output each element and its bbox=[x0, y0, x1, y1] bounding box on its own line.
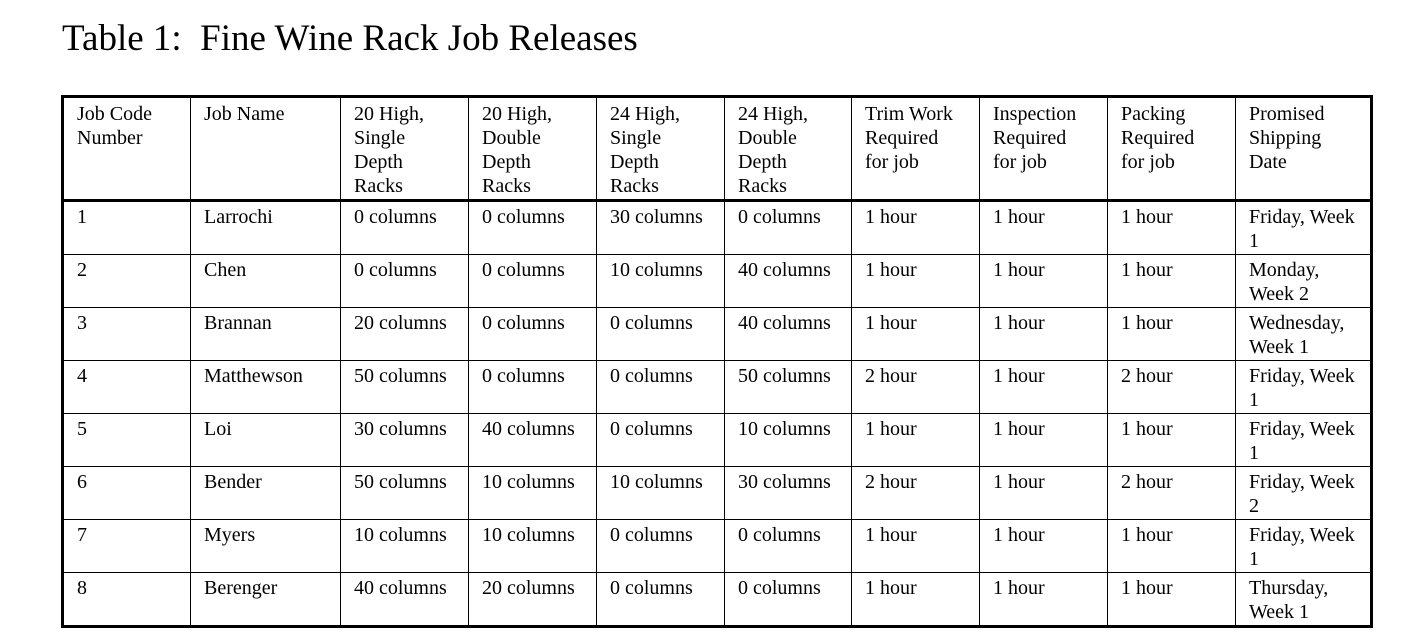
cell-promised-shipping-date: Friday, Week 1 bbox=[1236, 414, 1372, 467]
cell-job-code-number: 1 bbox=[63, 201, 191, 255]
cell-job-name: Bender bbox=[191, 467, 341, 520]
cell-24-high-double-depth-racks: 40 columns bbox=[725, 308, 852, 361]
cell-job-name: Brannan bbox=[191, 308, 341, 361]
cell-packing-required: 2 hour bbox=[1108, 467, 1236, 520]
cell-20-high-single-depth-racks: 0 columns bbox=[341, 201, 469, 255]
cell-promised-shipping-date: Friday, Week 1 bbox=[1236, 361, 1372, 414]
cell-packing-required: 2 hour bbox=[1108, 361, 1236, 414]
table-row bbox=[63, 361, 1372, 414]
cell-inspection-required: 1 hour bbox=[980, 520, 1108, 573]
column-header-packing-required: Packing Required for job bbox=[1108, 97, 1236, 201]
cell-inspection-required: 1 hour bbox=[980, 308, 1108, 361]
cell-packing-required: 1 hour bbox=[1108, 201, 1236, 255]
cell-24-high-single-depth-racks: 0 columns bbox=[597, 573, 725, 627]
cell-20-high-single-depth-racks: 10 columns bbox=[341, 520, 469, 573]
cell-trim-work-required: 1 hour bbox=[852, 520, 980, 573]
cell-trim-work-required: 2 hour bbox=[852, 467, 980, 520]
column-header-inspection-required: Inspection Required for job bbox=[980, 97, 1108, 201]
table-row bbox=[63, 414, 1372, 467]
cell-job-name: Matthewson bbox=[191, 361, 341, 414]
cell-job-code-number: 6 bbox=[63, 467, 191, 520]
header-row bbox=[63, 97, 1372, 201]
cell-24-high-single-depth-racks: 0 columns bbox=[597, 520, 725, 573]
cell-trim-work-required: 1 hour bbox=[852, 201, 980, 255]
cell-inspection-required: 1 hour bbox=[980, 467, 1108, 520]
cell-20-high-double-depth-racks: 20 columns bbox=[469, 573, 597, 627]
cell-24-high-double-depth-racks: 0 columns bbox=[725, 201, 852, 255]
cell-trim-work-required: 1 hour bbox=[852, 414, 980, 467]
cell-job-code-number: 3 bbox=[63, 308, 191, 361]
column-header-job-code-number: Job Code Number bbox=[63, 97, 191, 201]
cell-job-code-number: 7 bbox=[63, 520, 191, 573]
column-header-20-high-single-depth-racks: 20 High, Single Depth Racks bbox=[341, 97, 469, 201]
cell-24-high-single-depth-racks: 10 columns bbox=[597, 255, 725, 308]
cell-24-high-double-depth-racks: 50 columns bbox=[725, 361, 852, 414]
cell-inspection-required: 1 hour bbox=[980, 201, 1108, 255]
cell-24-high-single-depth-racks: 30 columns bbox=[597, 201, 725, 255]
cell-24-high-double-depth-racks: 0 columns bbox=[725, 520, 852, 573]
table-row bbox=[63, 201, 1372, 255]
cell-inspection-required: 1 hour bbox=[980, 573, 1108, 627]
cell-20-high-single-depth-racks: 0 columns bbox=[341, 255, 469, 308]
cell-promised-shipping-date: Friday, Week 2 bbox=[1236, 467, 1372, 520]
cell-20-high-double-depth-racks: 0 columns bbox=[469, 255, 597, 308]
table-body bbox=[63, 201, 1372, 627]
cell-inspection-required: 1 hour bbox=[980, 361, 1108, 414]
cell-20-high-double-depth-racks: 10 columns bbox=[469, 467, 597, 520]
cell-job-name: Loi bbox=[191, 414, 341, 467]
cell-20-high-double-depth-racks: 0 columns bbox=[469, 361, 597, 414]
cell-promised-shipping-date: Wednesday, Week 1 bbox=[1236, 308, 1372, 361]
cell-24-high-double-depth-racks: 10 columns bbox=[725, 414, 852, 467]
cell-20-high-single-depth-racks: 20 columns bbox=[341, 308, 469, 361]
job-releases-table-container bbox=[61, 95, 1373, 628]
cell-24-high-single-depth-racks: 0 columns bbox=[597, 361, 725, 414]
column-header-job-name: Job Name bbox=[191, 97, 341, 201]
cell-job-code-number: 2 bbox=[63, 255, 191, 308]
cell-packing-required: 1 hour bbox=[1108, 573, 1236, 627]
cell-24-high-double-depth-racks: 40 columns bbox=[725, 255, 852, 308]
column-header-24-high-single-depth-racks: 24 High, Single Depth Racks bbox=[597, 97, 725, 201]
cell-packing-required: 1 hour bbox=[1108, 414, 1236, 467]
cell-20-high-double-depth-racks: 0 columns bbox=[469, 308, 597, 361]
cell-trim-work-required: 1 hour bbox=[852, 255, 980, 308]
cell-20-high-single-depth-racks: 40 columns bbox=[341, 573, 469, 627]
cell-20-high-single-depth-racks: 30 columns bbox=[341, 414, 469, 467]
table-title: Table 1: Fine Wine Rack Job Releases bbox=[62, 18, 638, 59]
cell-promised-shipping-date: Friday, Week 1 bbox=[1236, 520, 1372, 573]
cell-packing-required: 1 hour bbox=[1108, 308, 1236, 361]
cell-job-name: Chen bbox=[191, 255, 341, 308]
cell-job-name: Myers bbox=[191, 520, 341, 573]
cell-24-high-single-depth-racks: 10 columns bbox=[597, 467, 725, 520]
cell-trim-work-required: 1 hour bbox=[852, 308, 980, 361]
cell-20-high-double-depth-racks: 40 columns bbox=[469, 414, 597, 467]
cell-20-high-single-depth-racks: 50 columns bbox=[341, 361, 469, 414]
table-row bbox=[63, 573, 1372, 627]
cell-trim-work-required: 2 hour bbox=[852, 361, 980, 414]
job-releases-table bbox=[61, 95, 1373, 628]
cell-job-code-number: 4 bbox=[63, 361, 191, 414]
table-row bbox=[63, 467, 1372, 520]
cell-inspection-required: 1 hour bbox=[980, 414, 1108, 467]
table-row bbox=[63, 520, 1372, 573]
cell-20-high-double-depth-racks: 10 columns bbox=[469, 520, 597, 573]
cell-promised-shipping-date: Thursday, Week 1 bbox=[1236, 573, 1372, 627]
cell-24-high-double-depth-racks: 30 columns bbox=[725, 467, 852, 520]
cell-20-high-double-depth-racks: 0 columns bbox=[469, 201, 597, 255]
cell-job-name: Larrochi bbox=[191, 201, 341, 255]
cell-job-code-number: 5 bbox=[63, 414, 191, 467]
cell-24-high-double-depth-racks: 0 columns bbox=[725, 573, 852, 627]
column-header-20-high-double-depth-racks: 20 High, Double Depth Racks bbox=[469, 97, 597, 201]
table-row bbox=[63, 308, 1372, 361]
table-header bbox=[63, 97, 1372, 201]
cell-20-high-single-depth-racks: 50 columns bbox=[341, 467, 469, 520]
cell-24-high-single-depth-racks: 0 columns bbox=[597, 414, 725, 467]
cell-24-high-single-depth-racks: 0 columns bbox=[597, 308, 725, 361]
cell-job-code-number: 8 bbox=[63, 573, 191, 627]
cell-promised-shipping-date: Monday, Week 2 bbox=[1236, 255, 1372, 308]
cell-trim-work-required: 1 hour bbox=[852, 573, 980, 627]
table-row bbox=[63, 255, 1372, 308]
cell-packing-required: 1 hour bbox=[1108, 520, 1236, 573]
cell-packing-required: 1 hour bbox=[1108, 255, 1236, 308]
column-header-promised-shipping-date: Promised Shipping Date bbox=[1236, 97, 1372, 201]
column-header-trim-work-required: Trim Work Required for job bbox=[852, 97, 980, 201]
cell-inspection-required: 1 hour bbox=[980, 255, 1108, 308]
cell-promised-shipping-date: Friday, Week 1 bbox=[1236, 201, 1372, 255]
cell-job-name: Berenger bbox=[191, 573, 341, 627]
column-header-24-high-double-depth-racks: 24 High, Double Depth Racks bbox=[725, 97, 852, 201]
